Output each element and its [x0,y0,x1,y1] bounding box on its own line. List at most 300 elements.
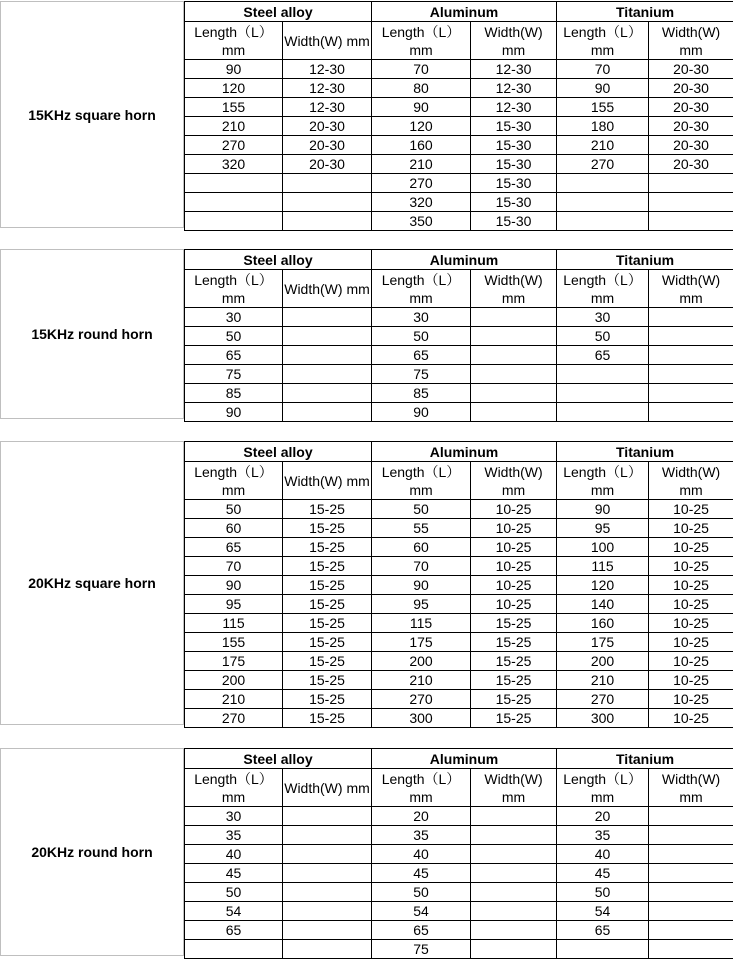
table-row [185,519,733,538]
length-cell: 50 [372,883,471,902]
length-cell: 75 [372,365,471,384]
length-cell: 90 [557,79,649,98]
width-cell: 15-30 [471,136,557,155]
material-header: Titanium [557,749,733,769]
length-cell: 45 [557,864,649,883]
length-cell: 45 [372,864,471,883]
table-row [185,174,733,193]
length-cell: 70 [557,60,649,79]
width-cell: 12-30 [471,79,557,98]
table-row [185,193,733,212]
length-cell: 65 [372,921,471,940]
length-cell: 60 [372,538,471,557]
material-header-row [185,2,733,22]
material-header-row [185,442,733,462]
width-cell [649,174,733,193]
table-row [185,902,733,921]
length-cell: 50 [185,500,283,519]
length-cell: 120 [185,79,283,98]
width-cell [283,212,372,231]
length-cell: 55 [372,519,471,538]
table-row [185,403,733,422]
dimension-header: Length（L） mm [372,769,471,807]
length-cell: 30 [185,807,283,826]
width-cell: 15-30 [471,155,557,174]
width-cell [649,864,733,883]
length-cell: 200 [185,671,283,690]
material-header-row [185,250,733,270]
table-row [185,384,733,403]
dimension-header: Width(W) mm [649,769,733,807]
width-cell: 10-25 [471,500,557,519]
length-cell: 210 [557,136,649,155]
length-cell [557,403,649,422]
length-cell: 70 [372,60,471,79]
width-cell [649,940,733,959]
width-cell: 15-25 [283,633,372,652]
dimension-header: Width(W) mm [649,270,733,308]
length-cell: 85 [185,384,283,403]
width-cell: 20-30 [283,155,372,174]
length-cell: 35 [557,826,649,845]
width-cell: 12-30 [283,79,372,98]
length-cell: 60 [185,519,283,538]
length-cell: 90 [557,500,649,519]
length-cell: 270 [557,155,649,174]
width-cell [283,826,372,845]
length-cell [185,193,283,212]
dimension-header-row [185,462,733,500]
length-cell: 65 [557,346,649,365]
width-cell: 20-30 [649,79,733,98]
material-header: Aluminum [372,442,557,462]
width-cell: 15-30 [471,174,557,193]
width-cell [283,327,372,346]
width-cell [283,845,372,864]
dimension-header-row [185,270,733,308]
width-cell: 20-30 [283,117,372,136]
width-cell [649,212,733,231]
width-cell: 10-25 [649,709,733,728]
spec-table [184,441,733,728]
width-cell: 15-25 [471,671,557,690]
length-cell: 90 [185,576,283,595]
length-cell [185,174,283,193]
width-cell: 10-25 [649,595,733,614]
length-cell: 100 [557,538,649,557]
length-cell: 175 [557,633,649,652]
width-cell [471,365,557,384]
length-cell: 90 [372,98,471,117]
width-cell: 10-25 [649,633,733,652]
width-cell: 12-30 [471,98,557,117]
length-cell: 65 [557,921,649,940]
material-header: Aluminum [372,749,557,769]
length-cell: 54 [557,902,649,921]
length-cell: 45 [185,864,283,883]
table-row [185,921,733,940]
width-cell: 15-25 [471,633,557,652]
table-row [185,327,733,346]
length-cell: 270 [372,690,471,709]
width-cell: 15-25 [283,576,372,595]
width-cell [283,883,372,902]
width-cell: 10-25 [649,500,733,519]
material-header: Aluminum [372,250,557,270]
width-cell [471,308,557,327]
width-cell: 10-25 [649,576,733,595]
width-cell: 15-25 [471,614,557,633]
length-cell: 50 [557,327,649,346]
width-cell [283,193,372,212]
width-cell: 20-30 [649,155,733,174]
dimension-header: Length（L） mm [557,22,649,60]
width-cell [471,845,557,864]
width-cell [471,384,557,403]
width-cell: 20-30 [649,117,733,136]
width-cell [471,807,557,826]
width-cell [283,384,372,403]
width-cell: 10-25 [471,557,557,576]
length-cell: 210 [557,671,649,690]
length-cell [557,940,649,959]
table-row [185,117,733,136]
length-cell: 270 [185,136,283,155]
spec-table [184,748,733,959]
length-cell: 20 [372,807,471,826]
dimension-header: Length（L） mm [372,270,471,308]
width-cell: 10-25 [649,557,733,576]
dimension-header: Length（L） mm [372,462,471,500]
length-cell: 50 [372,327,471,346]
length-cell: 160 [372,136,471,155]
width-cell [283,365,372,384]
table-row [185,500,733,519]
width-cell [283,940,372,959]
table-row [185,98,733,117]
spec-table [184,1,733,231]
width-cell: 10-25 [471,576,557,595]
length-cell: 95 [185,595,283,614]
length-cell: 20 [557,807,649,826]
length-cell: 175 [372,633,471,652]
width-cell: 15-25 [283,690,372,709]
length-cell: 54 [372,902,471,921]
width-cell [283,864,372,883]
length-cell: 200 [372,652,471,671]
table-row [185,576,733,595]
width-cell: 20-30 [649,136,733,155]
length-cell [185,940,283,959]
width-cell: 10-25 [649,614,733,633]
width-cell: 15-25 [283,709,372,728]
width-cell: 20-30 [283,136,372,155]
length-cell: 40 [372,845,471,864]
length-cell: 75 [185,365,283,384]
width-cell [283,174,372,193]
width-cell [471,826,557,845]
width-cell: 10-25 [649,538,733,557]
length-cell: 210 [185,117,283,136]
length-cell [557,193,649,212]
width-cell [649,845,733,864]
dimension-header-row [185,769,733,807]
length-cell: 90 [185,60,283,79]
length-cell: 95 [372,595,471,614]
length-cell: 50 [557,883,649,902]
width-cell: 15-25 [283,538,372,557]
width-cell: 15-30 [471,193,557,212]
width-cell: 15-30 [471,212,557,231]
material-header: Titanium [557,442,733,462]
width-cell [649,883,733,902]
length-cell: 120 [557,576,649,595]
dimension-header: Length（L） mm [185,769,283,807]
length-cell: 160 [557,614,649,633]
width-cell [649,384,733,403]
material-header: Steel alloy [185,749,372,769]
length-cell: 180 [557,117,649,136]
dimension-header: Width(W) mm [471,462,557,500]
length-cell: 70 [372,557,471,576]
length-cell: 65 [185,538,283,557]
length-cell: 115 [372,614,471,633]
horn-section [0,1,733,228]
width-cell: 10-25 [649,519,733,538]
horn-section [0,249,733,419]
table-row [185,60,733,79]
dimension-header: Length（L） mm [557,462,649,500]
width-cell [471,864,557,883]
dimension-header: Length（L） mm [557,769,649,807]
length-cell: 320 [372,193,471,212]
width-cell [471,883,557,902]
length-cell: 270 [185,709,283,728]
length-cell: 40 [557,845,649,864]
horn-type-label: 15KHz square horn [0,1,184,228]
length-cell: 320 [185,155,283,174]
length-cell: 30 [557,308,649,327]
width-cell: 20-30 [649,98,733,117]
length-cell: 30 [185,308,283,327]
dimension-header-row [185,22,733,60]
width-cell: 15-25 [283,595,372,614]
length-cell: 270 [372,174,471,193]
width-cell [283,902,372,921]
length-cell: 50 [185,327,283,346]
length-cell: 155 [185,633,283,652]
table-row [185,864,733,883]
width-cell [283,807,372,826]
length-cell: 350 [372,212,471,231]
table-row [185,709,733,728]
length-cell: 155 [557,98,649,117]
width-cell: 15-25 [471,709,557,728]
width-cell [471,940,557,959]
length-cell: 210 [185,690,283,709]
table-row [185,557,733,576]
width-cell: 10-25 [471,538,557,557]
width-cell [283,346,372,365]
width-cell [649,308,733,327]
material-header: Steel alloy [185,250,372,270]
width-cell: 15-25 [283,500,372,519]
table-row [185,365,733,384]
width-cell: 15-25 [471,652,557,671]
width-cell: 12-30 [283,98,372,117]
material-header: Steel alloy [185,2,372,22]
width-cell [649,921,733,940]
length-cell: 300 [372,709,471,728]
length-cell: 35 [372,826,471,845]
width-cell [283,921,372,940]
width-cell: 10-25 [649,671,733,690]
table-row [185,346,733,365]
table-row [185,538,733,557]
dimension-header: Width(W) mm [471,769,557,807]
horn-section [0,441,733,725]
table-row [185,826,733,845]
length-cell: 70 [185,557,283,576]
dimension-header: Width(W) mm [283,22,372,60]
width-cell [649,403,733,422]
width-cell: 15-25 [283,652,372,671]
width-cell [649,826,733,845]
length-cell: 40 [185,845,283,864]
spec-table [184,249,733,422]
width-cell [283,403,372,422]
length-cell: 175 [185,652,283,671]
width-cell [471,902,557,921]
width-cell: 15-25 [283,519,372,538]
length-cell: 120 [372,117,471,136]
dimension-header: Length（L） mm [185,270,283,308]
width-cell: 10-25 [471,519,557,538]
width-cell: 20-30 [649,60,733,79]
length-cell: 30 [372,308,471,327]
material-header: Aluminum [372,2,557,22]
length-cell: 210 [372,671,471,690]
width-cell [283,308,372,327]
table-row [185,671,733,690]
length-cell: 50 [372,500,471,519]
length-cell: 90 [372,403,471,422]
length-cell: 90 [185,403,283,422]
length-cell: 75 [372,940,471,959]
dimension-header: Length（L） mm [185,22,283,60]
length-cell: 65 [185,346,283,365]
width-cell [471,921,557,940]
width-cell: 12-30 [283,60,372,79]
width-cell [471,403,557,422]
dimension-header: Width(W) mm [471,270,557,308]
width-cell: 10-25 [649,652,733,671]
table-row [185,845,733,864]
table-row [185,940,733,959]
length-cell: 95 [557,519,649,538]
width-cell: 15-25 [471,690,557,709]
length-cell [557,212,649,231]
dimension-header: Width(W) mm [283,270,372,308]
length-cell [557,174,649,193]
material-header: Steel alloy [185,442,372,462]
dimension-header: Length（L） mm [557,270,649,308]
width-cell: 15-25 [283,557,372,576]
length-cell: 300 [557,709,649,728]
length-cell: 90 [372,576,471,595]
length-cell [185,212,283,231]
table-row [185,883,733,902]
dimension-header: Length（L） mm [185,462,283,500]
table-row [185,652,733,671]
width-cell [471,327,557,346]
table-row [185,690,733,709]
length-cell: 140 [557,595,649,614]
dimension-header: Width(W) mm [471,22,557,60]
length-cell: 65 [372,346,471,365]
horn-type-label: 20KHz round horn [0,748,184,956]
table-row [185,136,733,155]
length-cell: 80 [372,79,471,98]
length-cell [557,384,649,403]
length-cell: 54 [185,902,283,921]
width-cell: 12-30 [471,60,557,79]
width-cell [649,193,733,212]
dimension-header: Width(W) mm [283,769,372,807]
length-cell: 85 [372,384,471,403]
table-row [185,155,733,174]
length-cell: 155 [185,98,283,117]
horn-type-label: 20KHz square horn [0,441,184,725]
material-header: Titanium [557,250,733,270]
table-row [185,79,733,98]
width-cell [649,327,733,346]
width-cell [649,902,733,921]
width-cell [649,365,733,384]
length-cell: 210 [372,155,471,174]
length-cell: 115 [185,614,283,633]
material-header: Titanium [557,2,733,22]
width-cell [649,346,733,365]
horn-type-label: 15KHz round horn [0,249,184,419]
length-cell: 200 [557,652,649,671]
table-row [185,308,733,327]
dimension-header: Width(W) mm [649,22,733,60]
dimension-header: Width(W) mm [649,462,733,500]
width-cell: 15-25 [283,671,372,690]
width-cell [471,346,557,365]
width-cell: 15-25 [283,614,372,633]
width-cell: 15-30 [471,117,557,136]
length-cell: 35 [185,826,283,845]
dimension-header: Length（L） mm [372,22,471,60]
width-cell: 10-25 [471,595,557,614]
length-cell: 50 [185,883,283,902]
length-cell: 65 [185,921,283,940]
table-row [185,807,733,826]
table-row [185,595,733,614]
horn-section [0,748,733,956]
length-cell: 115 [557,557,649,576]
material-header-row [185,749,733,769]
table-row [185,614,733,633]
length-cell: 270 [557,690,649,709]
table-row [185,212,733,231]
dimension-header: Width(W) mm [283,462,372,500]
width-cell: 10-25 [649,690,733,709]
length-cell [557,365,649,384]
table-row [185,633,733,652]
